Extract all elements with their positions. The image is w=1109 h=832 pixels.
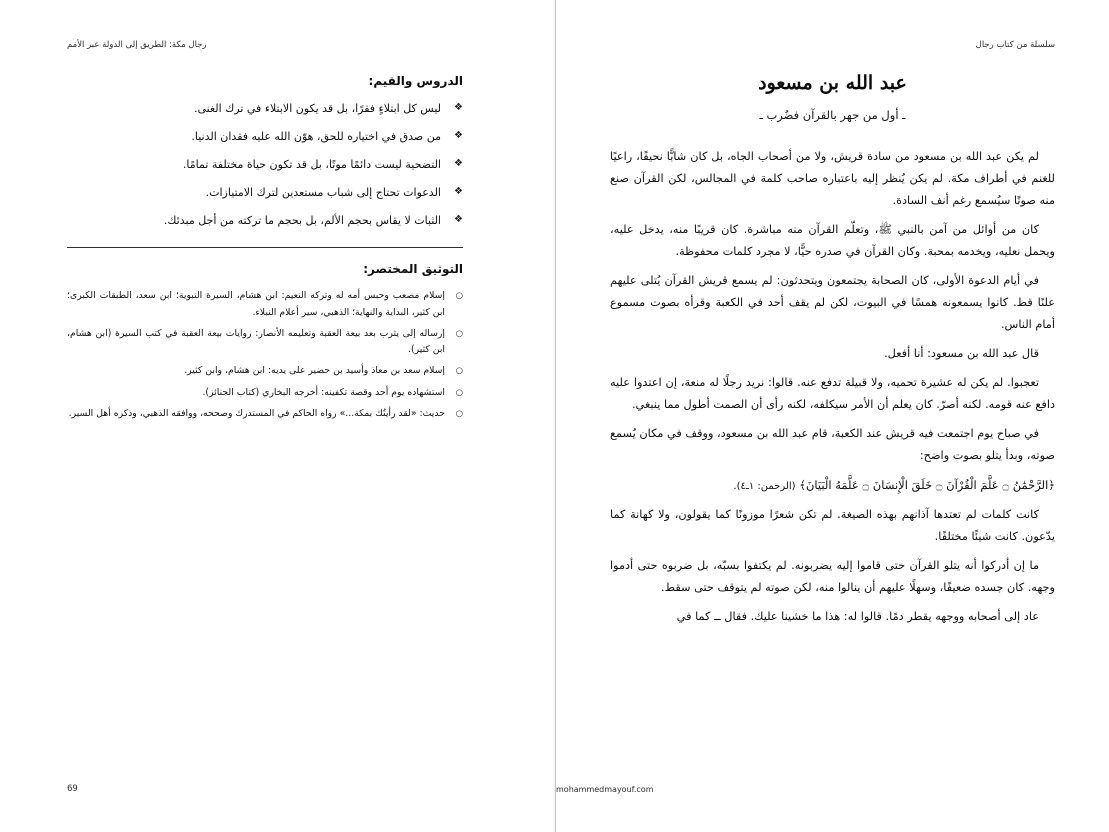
running-head-right: سلسلة من كتاب رجال [975,40,1055,50]
circle-bullet-icon: ○ [455,328,463,339]
footer-website: mohammedmayouf.com [556,785,654,794]
paragraph: لم يكن عبد الله بن مسعود من سادة قريش، ولا من أصحاب الجاه، بل كان شابًّا نحيفًا، راعيًا للغنم في أطراف مكة. لم يكن يُنظر إليه باعتباره صاحب كلمة في المجالس، لكن القرآن صنع منه صوتًا سيُسمع رغم أنف السادة. [610,150,1055,208]
list-item [67,385,463,401]
list-item [67,288,463,321]
list-item-label: ليس كل ابتلاءٍ فقرًا، بل قد يكون الابتلاء في ترك الغنى. [194,102,441,115]
diamond-bullet-icon: ❖ [454,186,463,198]
quran-verse-text: ﴿الرَّحْمَٰنُ ۝ عَلَّمَ الْقُرْآنَ ۝ خَلَقَ الْإِنسَانَ ۝ عَلَّمَهُ الْبَيَانَ﴾ [799,478,1055,493]
chapter-body [610,146,1055,635]
list-item [67,184,463,201]
list-item [67,363,463,379]
chapter-title: عبد الله بن مسعود [758,72,907,94]
list-item-label: حديث: «لقد رأيتُك بمكة...» رواه الحاكم في المستدرك وصححه، ووافقه الذهبي، وذكره أهل السير. [68,407,445,419]
diamond-bullet-icon: ❖ [454,158,463,170]
paragraph: تعجبوا. لم يكن له عشيرة تحميه، ولا قبيلة تدفع عنه. قالوا: نريد رجلًا له منعة، إن اعتدوا عليه دافع عنه قومه. لكنه أصرّ. كان يعلم أن الأمر سيكلفه، لكنه رأى أن الصمت أطول مما ينبغي. [610,376,1055,412]
paragraph: كانت كلمات لم تعتدها آذانهم بهذه الصيغة. لم تكن شعرًا موزونًا كما يقولون، ولا كهانة كما يدّعون. كانت شيئًا مختلفًا. [610,507,1055,543]
circle-bullet-icon: ○ [455,387,463,398]
quran-verse-reference: (الرحمن: ١ـ٤). [733,481,796,493]
list-item-label: التضحية ليست دائمًا موتًا، بل قد تكون حياة مختلفة تمامًا. [182,158,441,172]
list-item-label: من صدق في اختياره للحق، هوّن الله عليه فقدان الدنيا. [191,130,441,144]
documentation-list [67,288,463,422]
list-item-label: الثبات لا يقاس بحجم الألم، بل بحجم ما تركته من أجل مبدئك. [163,214,441,228]
paragraph: في صباح يوم اجتمعت فيه قريش عند الكعبة، قام عبد الله بن مسعود، ووقف في مكان يُسمع صوته، وبدأ يتلو بصوت واضح: [610,427,1055,463]
quran-verse [610,474,1055,497]
circle-bullet-icon: ○ [455,366,463,377]
paragraph: قال عبد الله بن مسعود: أنا أفعل. [884,347,1039,361]
diamond-bullet-icon: ❖ [454,102,463,113]
list-item-label: الدعوات تحتاج إلى شباب مستعدين لترك الامتيازات. [205,186,441,200]
page-right-chapter-start [555,0,1109,832]
diamond-bullet-icon: ❖ [454,214,463,226]
list-item-label: إرساله إلى يثرب بعد بيعة العقبة وتعليمه الأنصار: روايات بيعة العقبة في كتب السيرة (ابن هشام، ابن كثير). [67,327,445,356]
lessons-list [67,100,463,229]
list-item [67,156,463,173]
lessons-heading: الدروس والقيم: [368,74,463,88]
list-item [67,406,463,422]
lessons-and-sources [67,74,463,427]
section-divider [67,247,463,248]
paragraph: عاد إلى أصحابه ووجهه يقطر دمًا. قالوا له: هذا ما خشينا عليك. فقال ــ كما في [676,609,1039,623]
list-item [67,326,463,359]
list-item-label: استشهاده يوم أحد وقصة تكفينه: أخرجه البخاري (كتاب الجنائز). [202,386,445,398]
list-item-label: إسلام مصعب وحبس أمه له وتركه النعيم: ابن هشام، السيرة النبوية؛ ابن سعد، الطبقات الكبرى؛ ابن كثير، البداية والنهاية؛ الذهبي، سير أعلام النبلاء. [67,290,445,318]
list-item [67,128,463,145]
documentation-heading: التوثيق المختصر: [363,262,463,277]
page-left-lessons [1,0,555,832]
running-head-left: رجال مكة: الطريق إلى الدولة عبر الأمم [67,40,207,50]
list-item-label: إسلام سعد بن معاذ وأسيد بن حضير على يديه: ابن هشام، وابن كثير. [184,365,445,377]
paragraph: في أيام الدعوة الأولى، كان الصحابة يجتمعون ويتحدثون: لم يسمع قريش القرآن يُتلى عليهم علنًا قط. كانوا يسمعونه همسًا في البيوت، لكن لم يقف أحد في الكعبة وقرأه بصوت مسموع أمام الناس. [610,274,1055,332]
chapter-subtitle: ـ أول من جهر بالقرآن فضُرب ـ [759,108,906,122]
circle-bullet-icon: ○ [455,291,463,302]
circle-bullet-icon: ○ [455,408,463,419]
list-item [67,100,463,117]
page-number: 69 [67,784,78,794]
diamond-bullet-icon: ❖ [454,130,463,142]
paragraph: كان من أوائل من آمن بالنبي ﷺ، وتعلّم القرآن منه مباشرة. كان قريبًا منه، يدخل عليه، ويحمل نعليه، ويخدمه بمحبة. وكان القرآن في صدره حيًّا، لا مجرد كلمات محفوظة. [610,223,1055,259]
list-item [67,212,463,229]
paragraph: ما إن أدركوا أنه يتلو القرآن حتى قاموا إليه يضربونه. لم يكتفوا بسبّه، بل ضربوه حتى أدموا وجهه. كان جسده ضعيفًا، وسهلًا عليهم أن ينالوا منه، لكن صوته لم يتوقف حتى سقط. [610,558,1055,594]
